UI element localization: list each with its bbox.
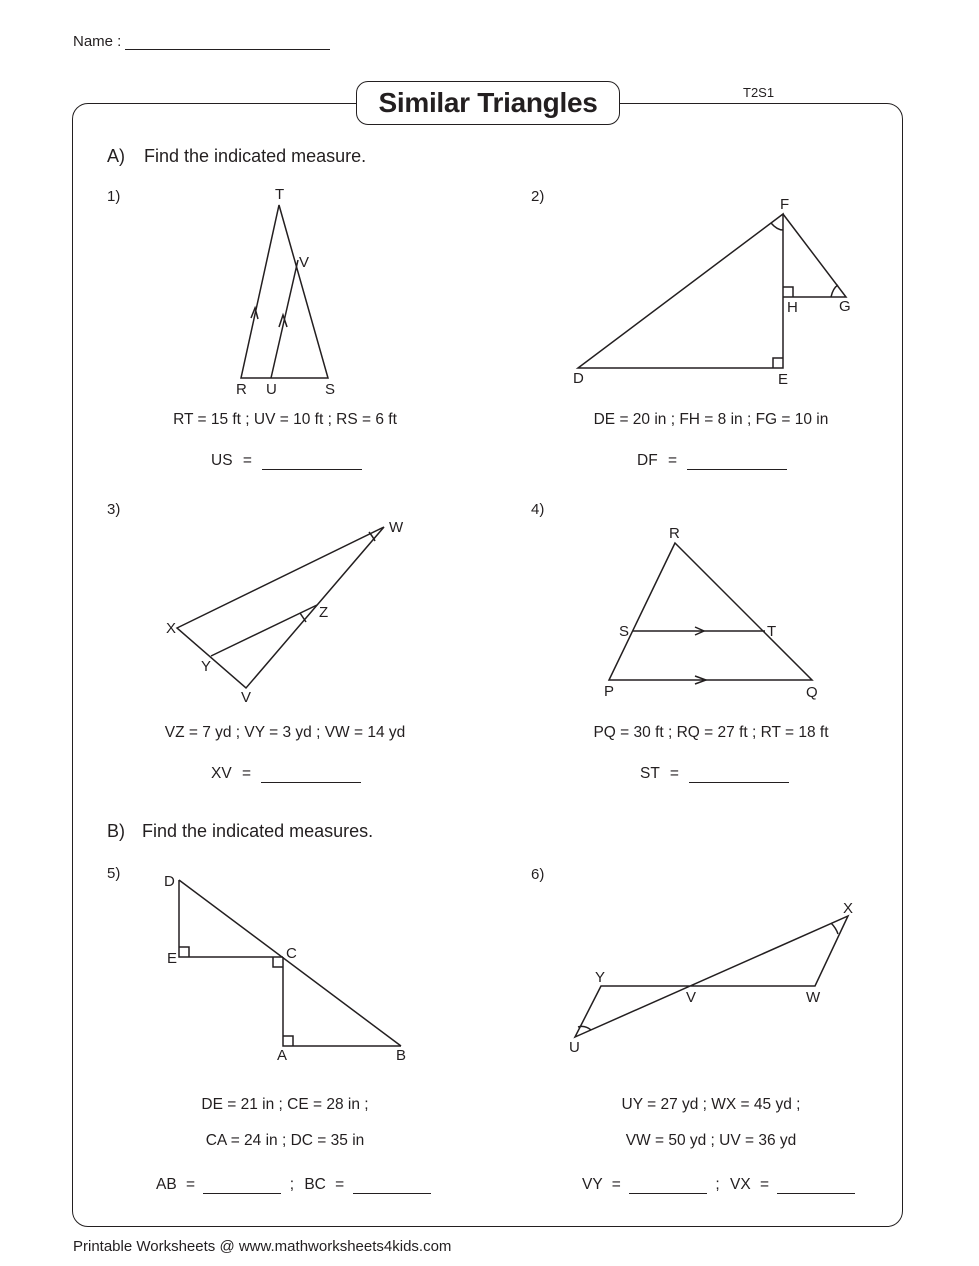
answer-label: XV xyxy=(211,765,232,782)
answer-label: VY xyxy=(582,1176,603,1193)
vertex-label-y6: Y xyxy=(595,969,606,986)
separator: ; xyxy=(289,1176,294,1193)
vertex-label-t: T xyxy=(275,186,285,203)
right-angle-c xyxy=(273,957,283,967)
vertex-label-u: U xyxy=(266,381,277,398)
answer-blank-bc[interactable] xyxy=(353,1177,431,1194)
angle-mark-x xyxy=(831,923,838,934)
vertex-label-h: H xyxy=(787,299,798,316)
answer-blank-vy[interactable] xyxy=(629,1177,707,1194)
section-a-instruction: Find the indicated measure. xyxy=(144,146,367,166)
problem-3-given: VZ = 7 yd ; VY = 3 yd ; VW = 14 yd xyxy=(164,724,406,741)
problem-5-diagram xyxy=(179,880,401,1046)
vertex-label-y: Y xyxy=(201,658,212,675)
problem-1-given: RT = 15 ft ; UV = 10 ft ; RS = 6 ft xyxy=(173,411,397,428)
vertex-label-v: V xyxy=(299,254,310,271)
vertex-label-s: S xyxy=(325,381,336,398)
figure-yuxw xyxy=(575,916,848,1037)
equals-sign: = xyxy=(242,765,252,782)
problem-2-number: 2) xyxy=(531,188,545,205)
right-angle-a xyxy=(283,1036,293,1046)
answer-label: ST xyxy=(640,765,660,782)
separator: ; xyxy=(715,1176,720,1193)
angle-mark-f xyxy=(771,223,783,230)
problem-4-number: 4) xyxy=(531,501,545,518)
problem-1-number: 1) xyxy=(107,188,121,205)
vertex-label-d5: D xyxy=(164,873,175,890)
segment-yz xyxy=(211,605,317,656)
triangle-fhg xyxy=(783,214,846,297)
segment-db xyxy=(179,880,401,1046)
vertex-label-p: P xyxy=(604,683,615,700)
problem-6-given-line-2: VW = 50 yd ; UV = 36 yd xyxy=(625,1132,797,1149)
equals-sign: = xyxy=(335,1176,345,1193)
vertex-label-r4: R xyxy=(669,525,680,542)
vertex-label-e5: E xyxy=(167,950,178,967)
problem-5-answer xyxy=(156,1176,431,1194)
answer-blank-vx[interactable] xyxy=(777,1177,855,1194)
problem-5-given-line-1: DE = 21 in ; CE = 28 in ; xyxy=(201,1096,369,1113)
vertex-label-a5: A xyxy=(277,1047,288,1064)
vertex-label-b5: B xyxy=(396,1047,407,1064)
vertex-label-t4: T xyxy=(767,623,777,640)
vertex-label-z: Z xyxy=(319,604,329,621)
answer-label: US xyxy=(211,452,233,469)
problem-4-given: PQ = 30 ft ; RQ = 27 ft ; RT = 18 ft xyxy=(593,724,829,741)
problem-4-diagram xyxy=(609,543,812,684)
worksheet-title: Similar Triangles xyxy=(356,81,620,125)
problem-1-diagram xyxy=(241,205,328,378)
problem-6-number: 6) xyxy=(531,866,545,883)
problem-3-number: 3) xyxy=(107,501,121,518)
answer-label: AB xyxy=(156,1176,177,1193)
vertex-label-s4: S xyxy=(619,623,630,640)
name-label: Name : xyxy=(73,33,122,50)
equals-sign: = xyxy=(667,452,678,469)
answer-blank[interactable] xyxy=(687,453,787,470)
problem-6-diagram xyxy=(575,916,848,1037)
right-angle-e xyxy=(773,358,783,368)
problem-5-given-line-2: CA = 24 in ; DC = 35 in xyxy=(205,1132,365,1149)
triangle-rpq xyxy=(609,543,812,680)
vertex-label-v6: V xyxy=(686,989,697,1006)
right-angle-h xyxy=(783,287,793,297)
answer-blank[interactable] xyxy=(261,766,361,783)
equals-sign: = xyxy=(611,1176,621,1193)
triangle-rts xyxy=(241,205,328,378)
answer-label: BC xyxy=(304,1176,326,1193)
vertex-label-x: X xyxy=(166,620,177,637)
section-b-letter: B) xyxy=(107,821,125,841)
vertex-label-w6: W xyxy=(806,989,821,1006)
right-angle-e xyxy=(179,947,189,957)
problem-6-answer xyxy=(582,1176,855,1194)
vertex-label-w: W xyxy=(389,519,404,536)
vertex-label-r: R xyxy=(236,381,247,398)
triangle-dfe xyxy=(578,214,783,368)
vertex-label-e: E xyxy=(778,371,789,388)
answer-label: DF xyxy=(637,452,658,469)
equals-sign: = xyxy=(186,1176,196,1193)
vertex-label-c5: C xyxy=(286,945,297,962)
equals-sign: = xyxy=(760,1176,770,1193)
problem-3-answer xyxy=(211,765,361,783)
section-b-instruction: Find the indicated measures. xyxy=(142,821,374,841)
problem-5-number: 5) xyxy=(107,865,121,882)
problem-1-answer xyxy=(211,452,362,470)
problem-2-given: DE = 20 in ; FH = 8 in ; FG = 10 in xyxy=(593,411,829,428)
vertex-label-u6: U xyxy=(569,1039,580,1056)
problem-4-answer xyxy=(640,765,789,783)
vertex-label-f: F xyxy=(780,196,790,213)
footer-credit: Printable Worksheets @ www.mathworksheets4kids.com xyxy=(73,1238,452,1255)
problem-2-answer xyxy=(637,452,787,470)
answer-blank[interactable] xyxy=(262,453,362,470)
problem-6-given-line-1: UY = 27 yd ; WX = 45 yd ; xyxy=(621,1096,801,1113)
section-a-letter: A) xyxy=(107,146,125,166)
vertex-label-g: G xyxy=(839,298,851,315)
vertex-label-q: Q xyxy=(806,684,818,701)
worksheet-code: T2S1 xyxy=(743,85,775,100)
equals-sign: = xyxy=(242,452,252,469)
angle-mark-g xyxy=(831,285,838,297)
answer-blank[interactable] xyxy=(689,766,789,783)
answer-blank-ab[interactable] xyxy=(203,1177,281,1194)
equals-sign: = xyxy=(669,765,679,782)
answer-label: VX xyxy=(730,1176,751,1193)
vertex-label-x6: X xyxy=(843,900,854,917)
vertex-label-v3: V xyxy=(241,689,252,706)
vertex-label-d: D xyxy=(573,370,584,387)
problem-2-diagram xyxy=(578,214,846,368)
